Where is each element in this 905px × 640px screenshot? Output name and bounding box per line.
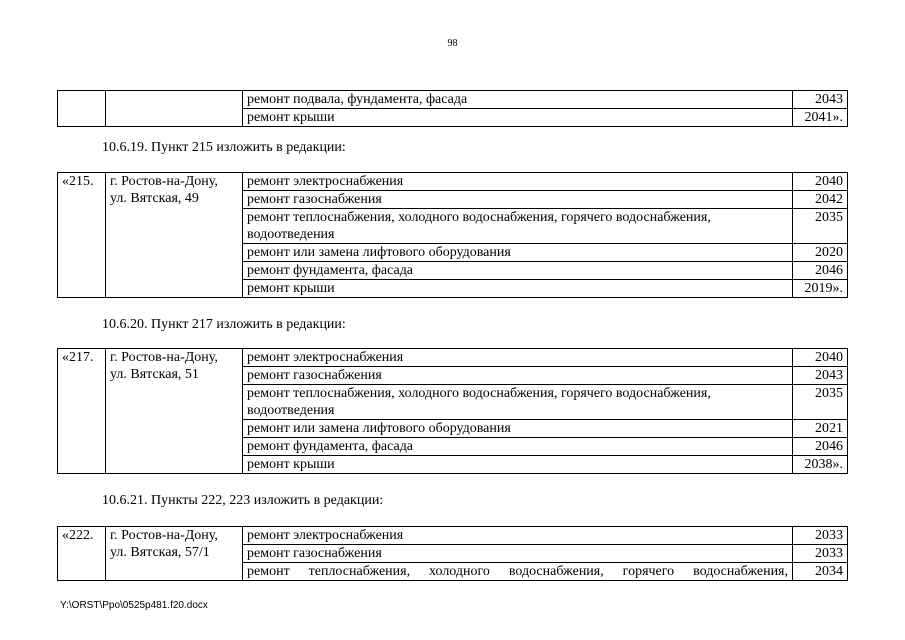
year-cell: 2021 — [793, 420, 848, 438]
year-cell: 2033 — [793, 545, 848, 563]
year-cell: 2033 — [793, 527, 848, 545]
item-number-cell: «215. — [58, 173, 106, 298]
work-cell: ремонт теплоснабжения, холодного водоснабжения, горячего водоснабжения, — [243, 563, 793, 581]
works-table-217 — [57, 348, 848, 474]
address-street: ул. Вятская, 49 — [110, 191, 199, 206]
year-cell: 2040 — [793, 349, 848, 367]
address-street: ул. Вятская, 51 — [110, 367, 199, 382]
work-cell: ремонт крыши — [243, 456, 793, 474]
address-cell — [106, 173, 243, 298]
work-cell: ремонт или замена лифтового оборудования — [243, 420, 793, 438]
table-row — [58, 173, 848, 191]
work-line: ремонт теплоснабжения, холодного водоснабжения, горячего водоснабжения, — [247, 210, 711, 225]
work-cell: ремонт фундамента, фасада — [243, 438, 793, 456]
year-cell: 2020 — [793, 244, 848, 262]
work-cell: ремонт или замена лифтового оборудования — [243, 244, 793, 262]
work-cell: ремонт крыши — [243, 109, 793, 127]
works-table-215 — [57, 172, 848, 298]
footer-file-path: Y:\ORST\Ppo\0525p481.f20.docx — [60, 600, 208, 611]
year-cell: 2035 — [793, 385, 848, 420]
address-street: ул. Вятская, 57/1 — [110, 545, 210, 560]
table-row — [58, 527, 848, 545]
work-cell: ремонт подвала, фундамента, фасада — [243, 91, 793, 109]
year-cell: 2019». — [793, 280, 848, 298]
item-number-cell: «217. — [58, 349, 106, 474]
table-row — [58, 349, 848, 367]
work-cell: ремонт электроснабжения — [243, 173, 793, 191]
year-cell: 2040 — [793, 173, 848, 191]
year-cell: 2046 — [793, 262, 848, 280]
works-table-222 — [57, 526, 848, 581]
work-line: ремонт теплоснабжения, холодного водоснабжения, горячего водоснабжения, — [247, 386, 711, 401]
work-cell: ремонт электроснабжения — [243, 349, 793, 367]
year-cell: 2034 — [793, 563, 848, 581]
work-cell: ремонт крыши — [243, 280, 793, 298]
work-cell — [243, 209, 793, 244]
section-heading: 10.6.20. Пункт 217 изложить в редакции: — [102, 317, 346, 332]
year-cell: 2042 — [793, 191, 848, 209]
table-row — [58, 91, 848, 109]
work-cell: ремонт газоснабжения — [243, 545, 793, 563]
address-city: г. Ростов-на-Дону, — [110, 174, 218, 189]
works-table-continuation — [57, 90, 848, 127]
item-number-cell — [58, 91, 106, 127]
address-cell — [106, 527, 243, 581]
page-number: 98 — [447, 38, 458, 49]
work-line: водоотведения — [247, 403, 335, 418]
address-cell — [106, 91, 243, 127]
work-cell: ремонт электроснабжения — [243, 527, 793, 545]
year-cell: 2041». — [793, 109, 848, 127]
address-city: г. Ростов-на-Дону, — [110, 350, 218, 365]
work-line: водоотведения — [247, 227, 335, 242]
work-cell: ремонт фундамента, фасада — [243, 262, 793, 280]
work-cell: ремонт газоснабжения — [243, 191, 793, 209]
year-cell: 2043 — [793, 367, 848, 385]
year-cell: 2038». — [793, 456, 848, 474]
year-cell: 2035 — [793, 209, 848, 244]
address-cell — [106, 349, 243, 474]
year-cell: 2043 — [793, 91, 848, 109]
work-cell — [243, 385, 793, 420]
item-number-cell: «222. — [58, 527, 106, 581]
section-heading: 10.6.21. Пункты 222, 223 изложить в редакции: — [102, 493, 384, 508]
address-city: г. Ростов-на-Дону, — [110, 528, 218, 543]
year-cell: 2046 — [793, 438, 848, 456]
work-cell: ремонт газоснабжения — [243, 367, 793, 385]
section-heading: 10.6.19. Пункт 215 изложить в редакции: — [102, 140, 346, 155]
